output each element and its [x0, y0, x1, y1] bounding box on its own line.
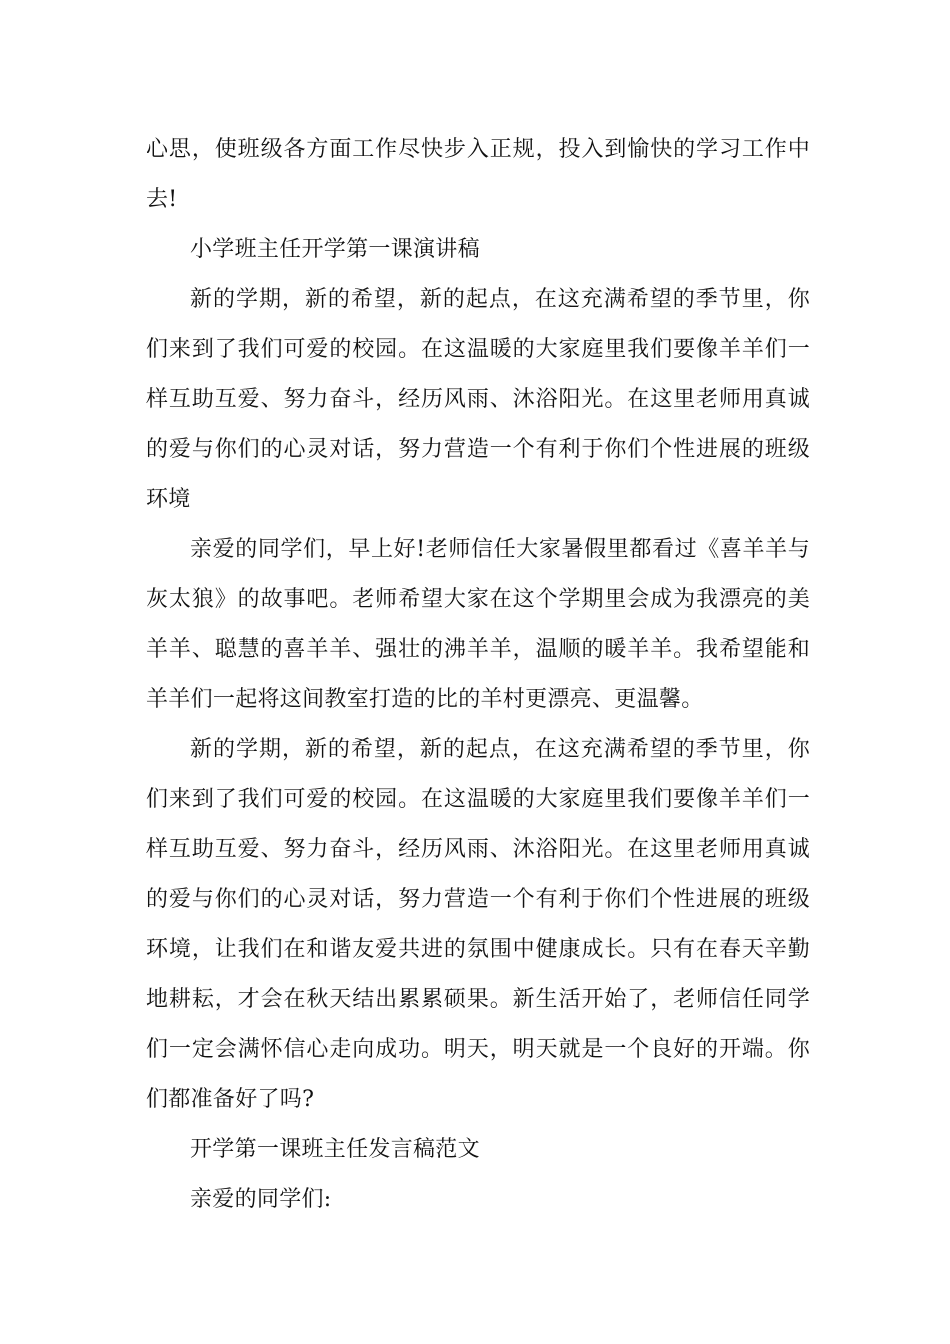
section-title-sample: 开学第一课班主任发言稿范文: [190, 1137, 480, 1162]
paragraph-greeting: 亲爱的同学们，早上好!老师信任大家暑假里都看过《喜羊羊与灰太狼》的故事吧。老师希望大家在这个学期里会成为我漂亮的美羊羊、聪慧的喜羊羊、强壮的沸羊羊，温顺的暖羊羊。我希望能和羊羊们一起将这间教室打造的比的羊村更漂亮、更温馨。: [146, 537, 810, 712]
section-title-speech: 小学班主任开学第一课演讲稿: [190, 237, 480, 262]
paragraph-salutation: 亲爱的同学们:: [190, 1187, 332, 1212]
document-body: [146, 125, 810, 1225]
paragraph-new-semester: 新的学期，新的希望，新的起点，在这充满希望的季节里，你们来到了我们可爱的校园。在这温暖的大家庭里我们要像羊羊们一样互助互爱、努力奋斗，经历风雨、沐浴阳光。在这里老师用真诚的爱与你们的心灵对话，努力营造一个有利于你们个性进展的班级环境: [146, 287, 810, 512]
paragraph-new-semester-full: 新的学期，新的希望，新的起点，在这充满希望的季节里，你们来到了我们可爱的校园。在这温暖的大家庭里我们要像羊羊们一样互助互爱、努力奋斗，经历风雨、沐浴阳光。在这里老师用真诚的爱与你们的心灵对话，努力营造一个有利于你们个性进展的班级环境，让我们在和谐友爱共进的氛围中健康成长。只有在春天辛勤地耕耘，才会在秋天结出累累硕果。新生活开始了，老师信任同学们一定会满怀信心走向成功。明天，明天就是一个良好的开端。你们都准备好了吗?: [146, 737, 810, 1112]
paragraph-continuation: 心思，使班级各方面工作尽快步入正规，投入到愉快的学习工作中去!: [146, 137, 810, 212]
